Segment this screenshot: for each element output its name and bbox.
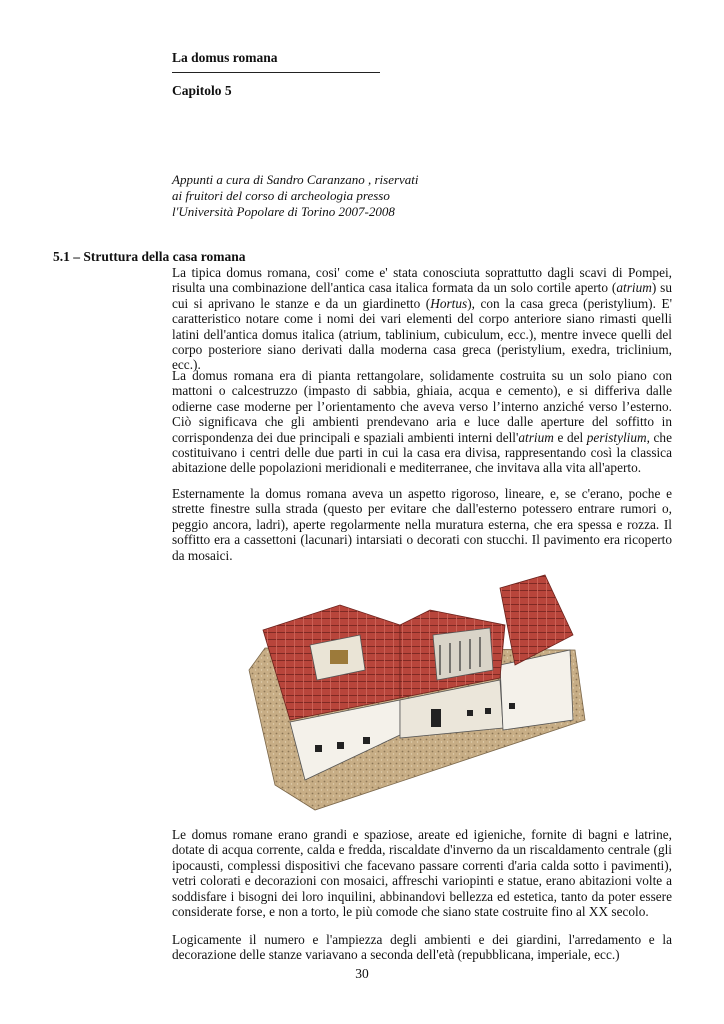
domus-illustration [245, 570, 590, 815]
term-peristylium: peristylium [586, 429, 647, 445]
body-paragraph: La tipica domus romana, cosi' come e' stata conosciuta soprattutto dagli scavi di Pompei, risulta una combinazione dell'antica casa italica formata da un solo cortile aperto (atrium) su cui si aprivano le stanze e da un giardinetto (Hortus), con la casa greca (peristylium). E' caratteristico notare come i nomi dei vari elementi del corpo anteriore siano rimasti quelli latini dell'antica domus italica (atrium, tablinium, cubiculum, ecc.), mentre invece quelli del corpo posteriore siano derivati dalla moderna casa greca (peristylium, exedra, triclinium, ecc.). [172, 265, 672, 373]
credits-block [172, 172, 502, 220]
credits-line: Appunti a cura di Sandro Caranzano , riservati [172, 172, 419, 187]
term-atrium: atrium [616, 280, 652, 296]
window [509, 703, 515, 709]
window [337, 742, 344, 749]
body-paragraph: Esternamente la domus romana aveva un aspetto rigoroso, lineare, e, se c'erano, poche e strette finestre sulla strada (questo per evitare che dall'esterno potessero entrare rumori o, peggio ancora, ladri), aperte regolarmente nella muratura esterna, che era spessa e rozza. Il soffitto era a cassettoni (lacunari) intarsiati o decorati con stucchi. Il pavimento era ricoperto da mosaici. [172, 486, 672, 563]
body-paragraph: Logicamente il numero e l'ampiezza degli ambienti e dei giardini, l'arredamento e la decorazione delle stanze variavano a seconda dell'età (repubblicana, imperiale, ecc.) [172, 932, 672, 963]
door [431, 709, 441, 727]
window [485, 708, 491, 714]
term-atrium: atrium [518, 429, 554, 445]
document-title: La domus romana [172, 50, 278, 65]
window [363, 737, 370, 744]
title-underline [172, 72, 380, 73]
window [315, 745, 322, 752]
term-hortus: Hortus [430, 295, 468, 311]
body-paragraph: Le domus romane erano grandi e spaziose, areate ed igieniche, fornite di bagni e latrine, dotate di acqua corrente, calda e fredda, riscaldate d'inverno da un riscaldamento centrale (gli ipocausti, complessi dispositivi che facevano passare correnti d'aria calda sotto i pavimenti), vetri colorati e decorazioni con mosaici, affreschi variopinti e statue, erano abitazioni volte a soddisfare i bisogni dei loro inquilini, abbinandovi bellezza ed estetica, tanto da poter essere considerate forse, e non a torto, le più comode che siano state costruite fino al XX secolo. [172, 827, 672, 920]
credits-line: ai fruitori del corso di archeologia presso [172, 188, 390, 203]
window [467, 710, 473, 716]
section-heading: 5.1 – Struttura della casa romana [53, 249, 246, 264]
page-number: 30 [355, 966, 369, 981]
credits-line: l'Università Popolare di Torino 2007-2008 [172, 204, 395, 219]
chapter-heading: Capitolo 5 [172, 83, 232, 98]
atrium-pool [330, 650, 348, 664]
body-paragraph: La domus romana era di pianta rettangolare, solidamente costruita su un solo piano con mattoni o calcestruzzo (impasto di sabbia, ghiaia, acqua e cemento), e si differiva dalle odierne case moderne per l’orientamento che aveva verso l’interno anziché verso l’esterno. Ciò significava che gli ambienti prendevano aria e luce dalle aperture del soffitto in corrispondenza dei due principali e spaziali ambienti interni dell'atrium e del peristylium, che costituivano i centri delle due parti in cui la casa era divisa, rappresentando così la classica abitazione delle popolazioni meridionali e mediterranee, che invitava alla vita all'aperto. [172, 368, 672, 476]
